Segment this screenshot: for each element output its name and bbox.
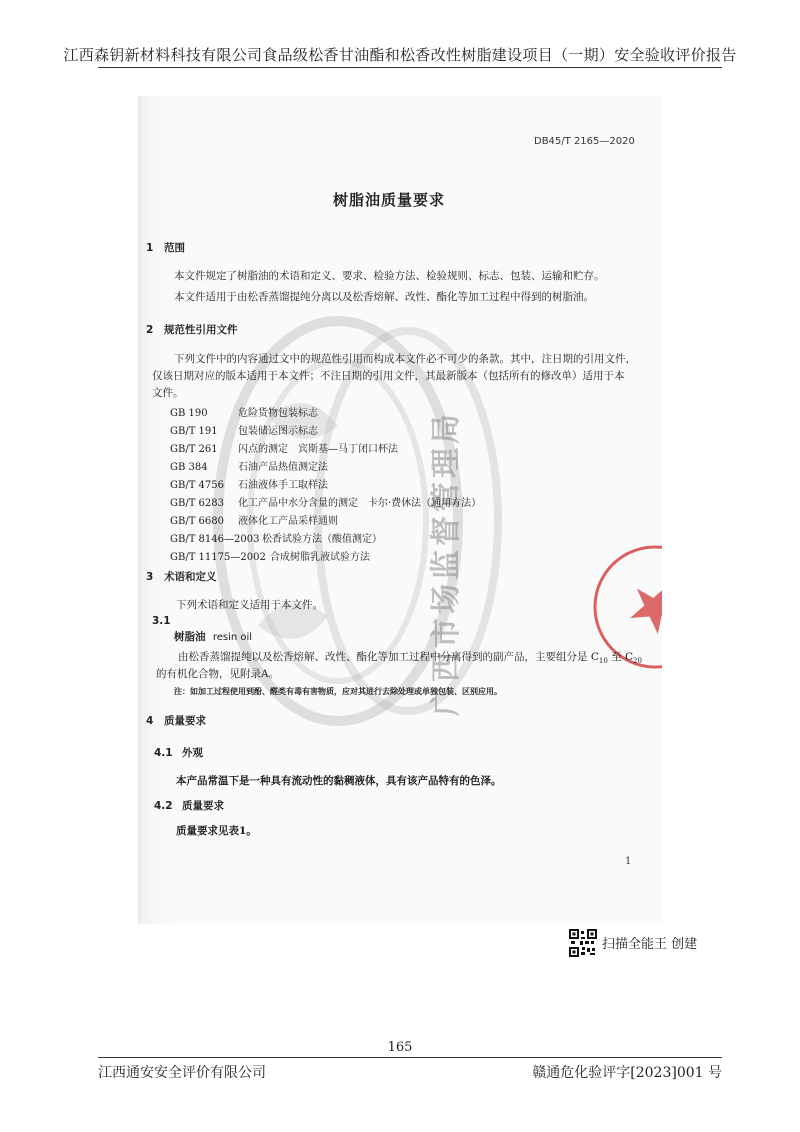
- qr-code-icon: [569, 929, 597, 957]
- watermark-text: 广西市场监督管理局: [429, 410, 464, 716]
- section-3-heading: [146, 569, 217, 584]
- reference-item: GB 384 石油产品热值测定法: [170, 462, 328, 473]
- references-intro-line-2: 仅该日期对应的版本适用于本文件；不注日期的引用文件，其最新版本（包括所有的修改单）适用于本: [152, 370, 625, 382]
- section-title: 质量要求: [164, 715, 206, 727]
- term-note: 注：如加工过程使用到酚、醛类有毒有害物质，应对其进行去除处理或单独包装、区别应用。: [174, 686, 502, 696]
- section-number: 4: [146, 715, 154, 727]
- running-header: 江西森钥新材料科技有限公司食品级松香甘油酯和松香改性树脂建设项目（一期）安全验收评价报告: [63, 46, 737, 64]
- quality-requirement-text: 质量要求见表1。: [176, 825, 257, 837]
- header-rule: [98, 67, 722, 68]
- section-title: 规范性引用文件: [164, 324, 238, 336]
- term-english: resin oil: [212, 632, 253, 643]
- scanner-app-label: 扫描全能王 创建: [602, 937, 698, 952]
- reference-item: GB 190 危险货物包装标志: [170, 408, 318, 419]
- subclause-4-2-heading: 4.2 质量要求: [154, 800, 224, 812]
- standard-number: DB45/T 2165—2020: [534, 136, 635, 147]
- reference-item: GB/T 261 闪点的测定 宾斯基—马丁闭口杯法: [170, 444, 398, 455]
- appearance-text: 本产品常温下是一种具有流动性的黏稠液体，具有该产品特有的色泽。: [176, 775, 502, 787]
- section-number: 2: [146, 324, 154, 336]
- subclause-number: 3.1: [152, 615, 171, 627]
- section-title: 范围: [164, 242, 185, 254]
- footer-report-number: 赣通危化验评字[2023]001 号: [532, 1065, 722, 1081]
- references-intro-line-3: 文件。: [152, 387, 184, 399]
- section-4-heading: [146, 713, 206, 728]
- scan-page-number: 1: [625, 856, 632, 867]
- document-title: 树脂油质量要求: [333, 191, 446, 209]
- reference-item: GB/T 191 包装储运图示标志: [170, 426, 318, 437]
- scope-paragraph-1: 本文件规定了树脂油的术语和定义、要求、检验方法、检验规则、标志、包装、运输和贮存。: [174, 270, 605, 282]
- seal-star: [622, 573, 662, 639]
- section-title: 术语和定义: [164, 571, 217, 583]
- term-definition-line-1: 由松香蒸馏提纯以及松香熔解、改性、酯化等加工过程中分离得到的副产品，主要组分是 $C_{10}$ 至 $C_{20}$: [178, 651, 642, 666]
- reference-item: GB/T 6680 液体化工产品采样通则: [170, 516, 338, 527]
- reference-item: GB/T 11175—2002 合成树脂乳液试验方法: [170, 552, 370, 563]
- section-number: 3: [146, 571, 154, 583]
- section-2-heading: [146, 322, 238, 337]
- reference-item: GB/T 8146—2003 松香试验方法（酸值测定）: [170, 534, 382, 545]
- scanned-standard-page: [138, 96, 662, 924]
- subclause-4-1-heading: 4.1 外观: [154, 747, 203, 759]
- footer-rule: [98, 1057, 722, 1058]
- term-entry: [174, 629, 252, 644]
- scope-paragraph-2: 本文件适用于由松香蒸馏提纯分离以及松香熔解、改性、酯化等加工过程中得到的树脂油。: [174, 291, 594, 303]
- reference-item: GB/T 4756 石油液体手工取样法: [170, 480, 328, 491]
- reference-item: GB/T 6283 化工产品中水分含量的测定 卡尔·费休法（通用方法）: [170, 498, 482, 509]
- term-chinese: 树脂油: [174, 631, 206, 643]
- footer-company: 江西通安安全评价有限公司: [98, 1065, 266, 1081]
- page-number: 165: [387, 1040, 413, 1055]
- section-1-heading: [146, 240, 185, 255]
- term-definition-line-2: 的有机化合物，见附录A。: [156, 668, 280, 680]
- section-number: 1: [146, 242, 154, 254]
- references-intro-line-1: 下列文件中的内容通过文中的规范性引用而构成本文件必不可少的条款。其中，注日期的引用文件，: [174, 353, 636, 365]
- terms-intro: 下列术语和定义适用于本文件。: [176, 599, 323, 611]
